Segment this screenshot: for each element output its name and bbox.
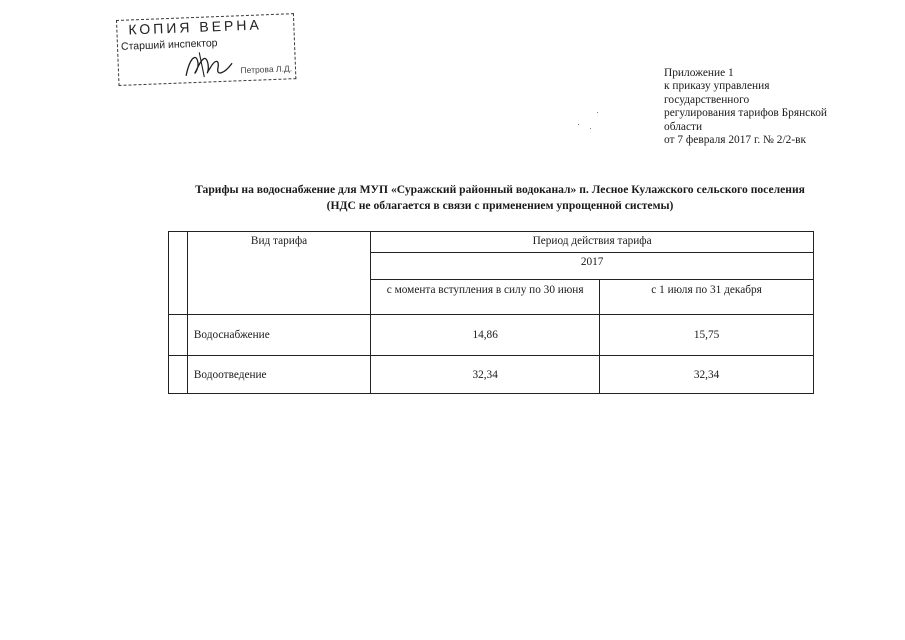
stamp-signer-name: Петрова Л.Д. xyxy=(240,63,293,76)
row-number-cell xyxy=(169,315,188,356)
header-year: 2017 xyxy=(371,253,814,280)
row-name: Водоснабжение xyxy=(187,315,370,356)
stamp-role: Старший инспектор xyxy=(120,37,218,53)
appendix-note xyxy=(664,67,864,147)
tariff-table xyxy=(168,231,814,394)
header-period-1: с момента вступления в силу по 30 июня xyxy=(371,280,600,315)
header-tariff-type: Вид тарифа xyxy=(187,232,370,315)
title-line-2: (НДС не облагается в связи с применением упрощенной системы) xyxy=(326,199,674,212)
scan-speck xyxy=(578,124,579,125)
row-number-cell xyxy=(169,356,188,394)
scan-speck xyxy=(597,112,598,113)
appendix-line: от 7 февраля 2017 г. № 2/2-вк xyxy=(664,134,807,147)
appendix-line: Приложение 1 xyxy=(664,67,734,79)
table-row xyxy=(169,356,814,394)
appendix-line: области xyxy=(664,120,703,133)
row-value-period-1: 14,86 xyxy=(371,315,600,356)
header-period-2: с 1 июля по 31 декабря xyxy=(600,280,814,315)
certified-copy-stamp xyxy=(116,13,296,86)
header-period: Период действия тарифа xyxy=(371,232,814,253)
appendix-line: к приказу управления xyxy=(664,80,770,93)
scan-speck xyxy=(590,128,591,129)
row-name: Водоотведение xyxy=(187,356,370,394)
appendix-line: регулирования тарифов Брянской xyxy=(664,107,827,120)
row-value-period-2: 15,75 xyxy=(600,315,814,356)
row-value-period-2: 32,34 xyxy=(600,356,814,394)
appendix-line: государственного xyxy=(664,93,750,106)
row-number-header-cell xyxy=(169,232,188,315)
document-title xyxy=(150,182,850,214)
handwritten-signature xyxy=(179,45,240,83)
table-row xyxy=(169,315,814,356)
row-value-period-1: 32,34 xyxy=(371,356,600,394)
title-line-1: Тарифы на водоснабжение для МУП «Суражский районный водоканал» п. Лесное Кулажского сельского поселения xyxy=(195,183,805,196)
stamp-title: КОПИЯ ВЕРНА xyxy=(128,16,263,38)
